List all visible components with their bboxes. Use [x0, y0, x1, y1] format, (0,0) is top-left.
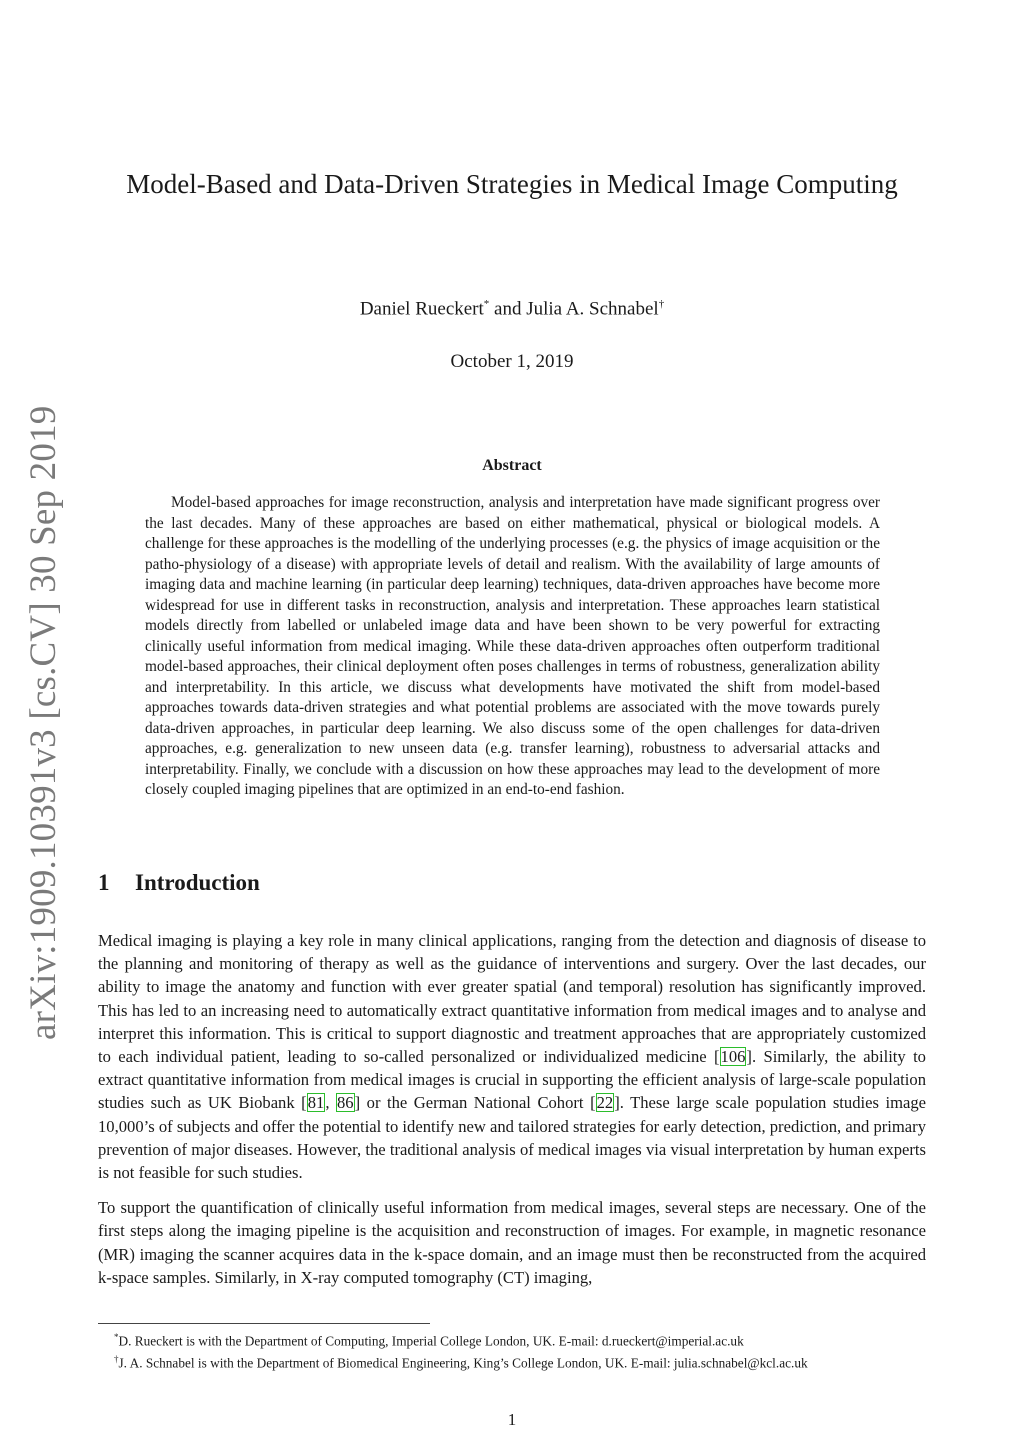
footnote-text: J. A. Schnabel is with the Department of Biomedical Engineering, King’s College London, UK. E-mail: julia.schnabel@kcl.ac.uk	[118, 1355, 808, 1371]
citation-link[interactable]: 22	[596, 1093, 614, 1113]
page-number: 1	[507, 1410, 517, 1429]
author-footnote-mark-2[interactable]: †	[658, 298, 665, 310]
abstract-block	[145, 493, 880, 801]
paper-title: Model-Based and Data-Driven Strategies in Medical Image Computing	[126, 169, 898, 199]
author-footnote-mark-1[interactable]: *	[483, 298, 490, 310]
citation-link[interactable]: 106	[720, 1047, 746, 1067]
paragraph-text: ] or the German National Cohort [	[354, 1093, 596, 1113]
section-number: 1	[98, 870, 110, 895]
footnote-2	[98, 1350, 938, 1372]
author-schnabel: Julia A. Schnabel	[526, 298, 659, 320]
paragraph-1	[98, 929, 926, 1184]
section-heading-introduction	[98, 868, 260, 898]
footnote-divider	[98, 1323, 430, 1324]
citation-link[interactable]: 81	[307, 1093, 325, 1113]
footnotes	[98, 1328, 938, 1373]
arxiv-identifier: arXiv:1909.10391v3 [cs.CV] 30 Sep 2019	[23, 405, 64, 1040]
paragraph-2: To support the quantification of clinically useful information from medical images, several steps are necessary. One of the first steps along the imaging pipeline is the acquisition and reconstruction of images. For example, in magnetic resonance (MR) imaging the scanner acquires data in the k-space domain, and an image must then be reconstructed from the acquired k-space samples. Similarly, in X-ray computed tomography (CT) imaging,	[98, 1198, 926, 1287]
paragraph-text: Medical imaging is playing a key role in many clinical applications, ranging from the detection and diagnosis of disease to the planning and monitoring of therapy as well as the guidance of interventions and surgery. Over the last decades, our ability to image the anatomy and function with ever greater spatial (and temporal) resolution has significantly improved. This has led to an increasing need to automatically extract quantitative information from medical images and to analyse and interpret this information. This is critical to support diagnostic and treatment approaches that are appropriately customized to each individual patient, leading to so-called personalized or individualized medicine [	[98, 931, 926, 1067]
footnote-mark: †	[114, 1354, 119, 1365]
introduction-body	[98, 929, 926, 1301]
paper-date: October 1, 2019	[450, 351, 574, 372]
citation-link[interactable]: 86	[337, 1093, 354, 1113]
section-title: Introduction	[135, 870, 260, 895]
citation-separator: ,	[325, 1093, 336, 1113]
paragraph-text: ]. Similarly, the ability to extract quantitative information from medical images is crucial in supporting the efficient analysis of large-scale population studies such as UK Biobank [	[98, 1047, 926, 1113]
footnote-mark: *	[114, 1332, 119, 1342]
author-line	[100, 291, 924, 322]
author-conjunction: and	[489, 298, 527, 320]
abstract-heading: Abstract	[482, 457, 542, 474]
footnote-1	[98, 1328, 938, 1350]
footnote-text: D. Rueckert is with the Department of Computing, Imperial College London, UK. E-mail: d.rueckert@imperial.ac.uk	[118, 1333, 744, 1349]
author-rueckert: Daniel Rueckert	[359, 298, 484, 320]
paragraph-text: ]. These large scale population studies image 10,000’s of subjects and offer the potential to identify new and tailored strategies for early detection, prediction, and primary prevention of major diseases. However, the traditional analysis of medical images via visual interpretation by human experts is not feasible for such studies.	[98, 1093, 927, 1183]
abstract-text: Model-based approaches for image reconstruction, analysis and interpretation have made significant progress over the last decades. Many of these approaches are based on either mathematical, physical or biological models. A challenge for these approaches is the modelling of the underlying processes (e.g. the physics of image acquisition or the patho-physiology of a disease) with appropriate levels of detail and realism. With the availability of large amounts of imaging data and machine learning (in particular deep learning) techniques, data-driven approaches have become more widespread for use in different tasks in reconstruction, analysis and interpretation. These approaches learn statistical models directly from labelled or unlabeled image data and have been shown to be very powerful for extracting clinically useful information from medical imaging. While these data-driven approaches often outperform traditional model-based approaches, their clinical deployment often poses challenges in terms of robustness, generalization ability and interpretability. In this article, we discuss what developments have motivated the shift from model-based approaches towards data-driven strategies and what potential problems are associated with the move towards purely data-driven approaches, in particular deep learning. We also discuss some of the open challenges for data-driven approaches, e.g. generalization to new unseen data (e.g. transfer learning), robustness to adversarial attacks and interpretability. Finally, we conclude with a discussion on how these approaches may lead to the development of more closely coupled imaging pipelines that are optimized in an end-to-end fashion.	[145, 494, 880, 798]
